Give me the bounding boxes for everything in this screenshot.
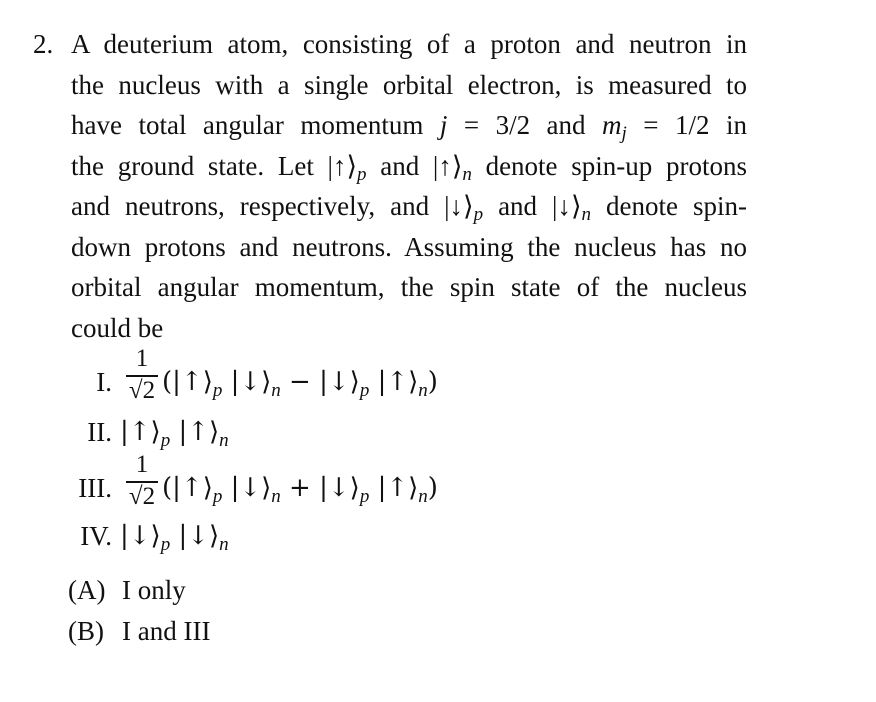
fraction-one-over-root-two: [124, 345, 160, 404]
expr-part: |↓⟩: [222, 473, 272, 503]
stem-line-5: [71, 186, 747, 227]
option-i-expression: [162, 366, 438, 401]
option-label-i: I.: [96, 367, 112, 397]
stem-line-2: the nucleus with a single orbital electron, is measured to: [71, 69, 747, 100]
stem-text: = 1/2 in: [626, 110, 747, 140]
subscript-p: p: [357, 163, 367, 185]
expr-subscript: p: [359, 486, 370, 507]
stem-text: have total angular momentum: [71, 110, 440, 140]
subscript-n: n: [581, 204, 592, 225]
stem-line-3: [71, 105, 747, 146]
stem-line-7: orbital angular momentum, the spin state of the nucleus: [71, 272, 747, 302]
expr-part: |↑⟩: [170, 417, 220, 447]
expr-subscript: p: [212, 380, 223, 401]
choice-letter: (A): [68, 575, 106, 605]
expr-subscript: p: [359, 380, 370, 401]
stem-line-6: down protons and neutrons. Assuming the nucleus has no: [71, 231, 747, 262]
expr-part: |↓⟩: [222, 367, 272, 397]
expr-subscript: p: [160, 534, 171, 555]
fraction-denominator: √2: [128, 482, 156, 510]
expr-part: |↑⟩: [369, 367, 419, 397]
option-iv-expression: [120, 520, 229, 555]
expr-subscript: n: [271, 486, 281, 507]
expr-part: |↓⟩: [170, 521, 220, 551]
question-stem: [71, 24, 747, 348]
expr-subscript: n: [219, 430, 229, 451]
subscript-p: p: [473, 204, 484, 225]
stem-line-1: A deuterium atom, consisting of a proton and neutron in: [71, 29, 747, 59]
option-label-ii: II.: [87, 417, 112, 447]
expr-subscript: n: [271, 380, 281, 401]
fraction-denominator: √2: [128, 376, 156, 404]
expr-part: ): [427, 367, 438, 397]
choice-text: I only: [122, 575, 186, 605]
expr-subscript: n: [418, 380, 428, 401]
fraction-numerator: 1: [135, 451, 149, 478]
fraction-numerator: 1: [135, 345, 149, 372]
answer-choice-b[interactable]: [68, 615, 210, 647]
subscript-j: j: [621, 123, 627, 144]
expr-part: |↑⟩: [120, 417, 161, 447]
expr-subscript: n: [418, 486, 428, 507]
stem-line-8: could be: [71, 312, 164, 343]
answer-choice-a[interactable]: [68, 574, 186, 606]
stem-text: and neutrons, respectively, and |↓⟩: [71, 191, 474, 221]
symbol-m: m: [602, 110, 622, 140]
expr-subscript: n: [219, 534, 229, 555]
expr-part: (|↑⟩: [162, 367, 213, 397]
question-number: 2.: [33, 29, 54, 59]
stem-text: denote spin-up protons: [471, 150, 747, 181]
choice-text: I and III: [122, 616, 211, 646]
symbol-j: j: [439, 110, 448, 140]
expr-part: (|↑⟩: [162, 473, 213, 503]
option-label-iii: III.: [78, 473, 112, 503]
stem-text: and |↓⟩: [483, 191, 582, 221]
subscript-n: n: [462, 163, 472, 185]
expr-part: + |↓⟩: [280, 473, 360, 503]
fraction-one-over-root-two: [124, 451, 160, 510]
option-ii-expression: [120, 416, 229, 451]
option-iii-expression: [162, 472, 438, 507]
expr-part: ): [427, 473, 438, 503]
expr-part: |↓⟩: [120, 521, 161, 551]
expr-part: |↑⟩: [369, 473, 419, 503]
expr-subscript: p: [160, 430, 171, 451]
stem-text: denote spin-: [591, 191, 747, 221]
choice-letter: (B): [68, 616, 104, 646]
expr-part: − |↓⟩: [280, 367, 360, 397]
option-label-iv: IV.: [80, 521, 112, 551]
expr-subscript: p: [212, 486, 223, 507]
stem-text: the ground state. Let |↑⟩: [71, 150, 357, 181]
stem-text: and |↑⟩: [366, 150, 463, 181]
stem-text: = 3/2 and: [447, 110, 603, 140]
stem-line-4: [71, 146, 747, 187]
